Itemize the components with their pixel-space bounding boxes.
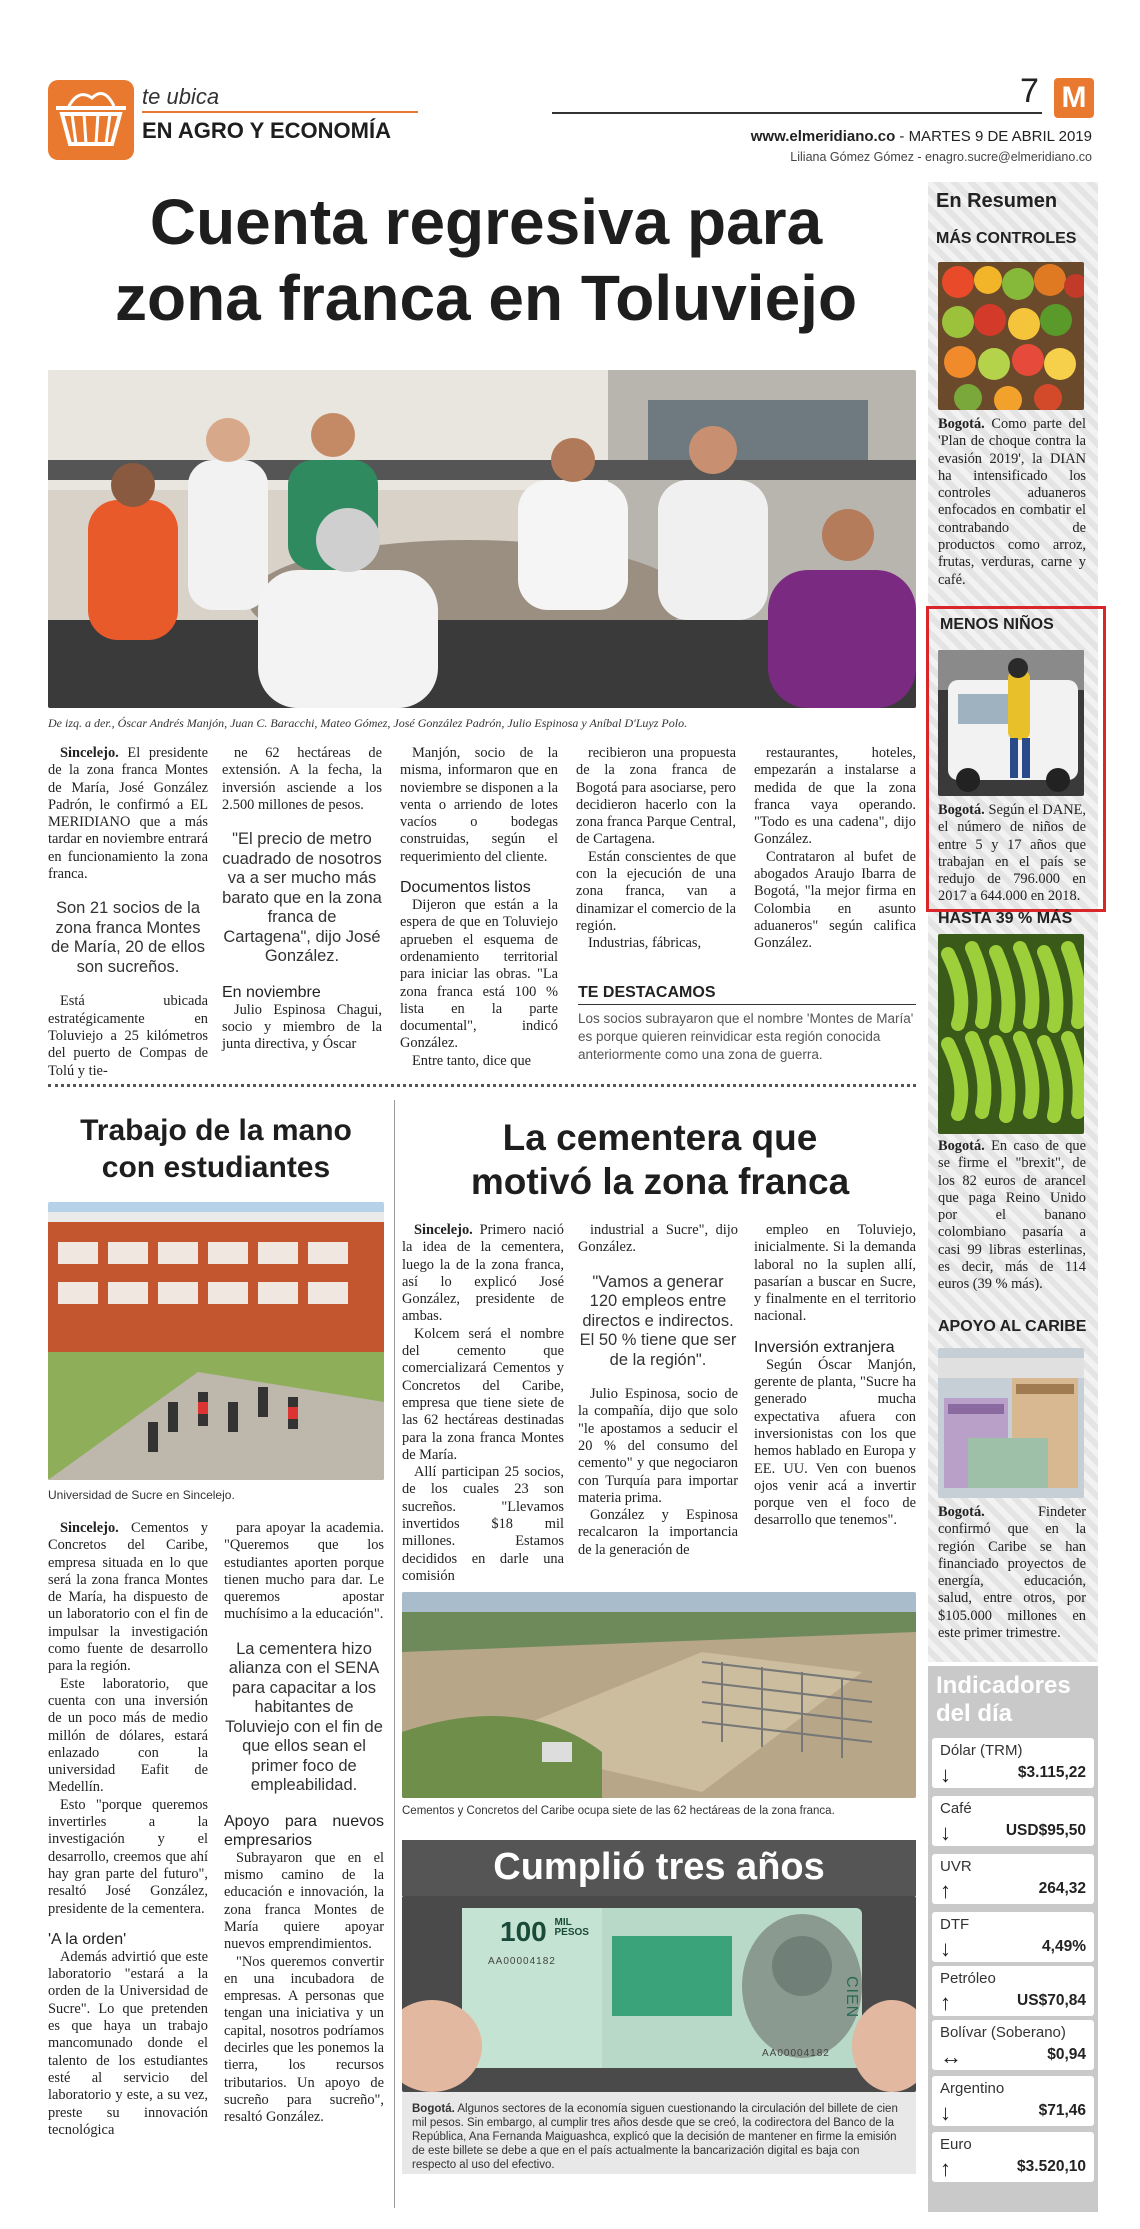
arrow-down-icon: ↓ (940, 1820, 951, 1845)
main-col-3: Manjón, socio de la misma, informaron que en noviembre se disponen a la venta o arriendo de lotes vacíos o bodegas construidas, según el requerimiento del cliente. Documentos listos Dijeron que están a la espera de que en Toluviejo aprueben el esquema de ordenamiento territorial para iniciar las obras. "La zona franca está 100 % lista en la parte documental", indicó González. Entre tanto, dice que (400, 745, 558, 1069)
indicator-euro: Euro ↑ $3.520,10 (932, 2132, 1094, 2182)
page-number: 7 (1020, 72, 1039, 110)
pull-quote: "El precio de metro cuadrado de nosotros va a ser mucho más barato que en la zona franca de Cartagena", dijo José González. (222, 830, 382, 966)
bill-serial-2: AA00004182 (762, 2048, 830, 2059)
subheading: Inversión extranjera (754, 1338, 895, 1356)
bill-cien: CIEN (843, 1976, 860, 2019)
cement-photo-caption: Cementos y Concretos del Caribe ocupa siete de las 62 hectáreas de la zona franca. (402, 1805, 835, 1817)
main-headline-line1: Cuenta regresiva para (149, 186, 823, 258)
brand-logo-letter: M (1061, 81, 1087, 114)
right-col-1: Sincelejo. Primero nació la idea de la cementera, luego la de la zona franca, así lo explicó José González, presidente de ambas. Kolcem será el nombre del cemento que comercializará Cementos y Concretos del Caribe, empresa que tiene siete de las 62 hectáreas destinadas para la zona franca Montes de María. Allí participan 25 socios, de los cuales 23 son sucreños. "Llevamos invertidos $18 mil millones. Estamos decididos en darle una comisión (402, 1222, 564, 1584)
banknote-photo (402, 1896, 916, 2092)
main-headline-line2: zona franca en Toluviejo (114, 262, 858, 334)
bill-denomination: 100 MIL PESOS (500, 1916, 589, 1947)
site-date-line (751, 128, 1092, 145)
summary-text-3: Bogotá. En caso de que se firme el "brexit", de los 82 euros de arancel que paga Reino Unido por el banano colombiano pasaría a casi 99 libras esterlinas, es decir, más de 114 euros (39 % más). (938, 1138, 1086, 1293)
subheading: Documentos listos (400, 879, 531, 897)
left-col-2: para apoyar la academia. "Queremos que los estudiantes aporten porque tienen mucho para dar. Le queremos apostar muchísimo a la educación". La cementera hizo alianza con el SENA para capacitar a los habitantes de Toluviejo con el fin de que ellos sean el primer foco de empleabilidad. Apoyo para nuevos empresarios Subrayaron que en el mismo camino de la educación e innovación, la zona franca Montes de María quiere apoyar nuevos emprendimientos. "Nos queremos convertir en una incubadora de empresas. A personas que tengan una iniciativa y un capital, nosotros podríamos decirles que les ponemos la tierra, los recursos tributarios. Un apoyo de sucreño para sucreño", resaltó González. (224, 1520, 384, 2126)
bill-box-header (402, 1840, 916, 1896)
banana-photo (938, 934, 1084, 1134)
bill-box-title: Cumplió tres años (493, 1846, 825, 1888)
main-col-1: Sincelejo. El presidente de la zona franca Montes de María, José González Padrón, le confirmó a EL MERIDIANO que a más tardar en noviembre entrará en funcionamiento la zona franca. Son 21 socios de la zona franca Montes de María, 20 de ellos son sucreños. Está ubicada estratégicamente en Toluviejo a 25 kilómetros del puerto de Compas de Tolú y tie- (48, 745, 208, 1079)
meeting-photo (48, 370, 916, 708)
right-col-2: industrial a Sucre", dijo González. "Vamos a generar 120 empleos entre directos e indirectos. El 50 % tiene que ser de la región". Julio Espinosa, socio de la compañía, dijo que solo "le apostamos a seducir el 20 % del consumo del cemento" y que negociaron con Turquía para importar materia prima. González y Espinosa recalcaron la importancia de la generación de (578, 1222, 738, 1558)
main-col-5: restaurantes, hoteles, empezarán a instalarse a medida de que la zona franca vaya operando. "Todo es una cadena", dijo González. Contrataron al bufet de abogados Araujo Ibarra de Bogotá, "la mejor firma en Colombia en asunto aduaneros" según califica González. (754, 745, 916, 952)
cement-plant-photo (402, 1592, 916, 1798)
pull-quote: Son 21 socios de la zona franca Montes de María, 20 de ellos son sucreños. (50, 899, 206, 976)
indicator-cafe: Café ↓ USD$95,50 (932, 1796, 1094, 1846)
pull-quote: "Vamos a generar 120 empleos entre directos e indirectos. El 50 % tiene que ser de la región". (579, 1272, 737, 1369)
arrow-down-icon: ↓ (940, 2100, 951, 2125)
produce-photo (938, 262, 1084, 410)
section-kicker: te ubica (142, 84, 220, 109)
section-title: EN AGRO Y ECONOMÍA (142, 118, 391, 143)
destacamos-rule (578, 1004, 916, 1005)
issue-date: - MARTES 9 DE ABRIL 2019 (895, 128, 1092, 145)
university-photo-caption: Universidad de Sucre en Sincelejo. (48, 1488, 235, 1502)
summary-text-1: Bogotá. Como parte del 'Plan de choque contra la evasión 2019', la DIAN ha intensificado los controles aduaneros enfocados en combatir el contrabando de productos como arroz, frutas, verduras, carne y café. (938, 416, 1086, 588)
summary-heading-4: APOYO AL CARIBE (938, 1318, 1087, 1335)
main-headline (46, 184, 926, 336)
arrow-up-icon: ↑ (940, 1878, 951, 1903)
indicator-bolivar: Bolívar (Soberano) ↔ $0,94 (932, 2020, 1094, 2070)
brand-logo (1054, 78, 1094, 118)
pull-quote: La cementera hizo alianza con el SENA para capacitar a los habitantes de Toluviejo con el fin de que ellos sean el primer foco de empleabilidad. (225, 1639, 383, 1795)
header-rule (552, 112, 1042, 114)
indicator-dolar: Dólar (TRM) ↓ $3.115,22 (932, 1738, 1094, 1788)
section-rule (142, 111, 418, 113)
bill-serial: AA00004182 (488, 1956, 556, 1967)
vertical-divider (394, 1100, 395, 2208)
bill-caption: Bogotá. Algunos sectores de la economía siguen cuestionando la circulación del billete de cien mil pesos. Sin embargo, al cumplir tres años desde que se creó, la codirectora del Banco de la República, Ana Fernanda Maiguashca, explicó que la decisión de mantener en firme la emisión de este billete se debe a que en el país actualmente la bancarización digital es baja con respecto al uso del efectivo. (412, 2103, 898, 2171)
cash-photo (938, 1348, 1084, 1498)
arrow-up-icon: ↑ (940, 2156, 951, 2181)
arrow-up-icon: ↑ (940, 1990, 951, 2015)
arrow-down-icon: ↓ (940, 1762, 951, 1787)
bill-box (402, 1840, 916, 2174)
summary-heading-2: MENOS NIÑOS (940, 616, 1054, 633)
left-col-1: Sincelejo. Cementos y Concretos del Caribe, empresa situada en lo que será la zona franca Montes de María, ha dispuesto de un laboratorio con el fin de impulsar la investigación como fuente de desarrollo para la región. Este laboratorio, que cuenta con una inversión de un poco más de medio millón de dólares, estará enlazado con la universidad Eafit de Medellín. Esto "porque queremos invertirles a la investigación y el desarrollo, creemos que ahí hay gran parte del futuro", resaltó José González, presidente de la cementera. 'A la orden' Además advirtió que este laboratorio "estará a la orden de la Universidad de Sucre". Lo que pretenden es que haya un trabajo mancomunado donde el talento de los estudiantes esté al servicio del laboratorio y este, a su vez, preste su innovación tecnológica (48, 1520, 208, 2138)
summary-heading-3: HASTA 39 % MÁS (938, 910, 1073, 927)
indicator-dtf: DTF ↓ 4,49% (932, 1912, 1094, 1962)
main-col-4: recibieron una propuesta de la zona franca de Bogotá para asociarse, pero decidieron hacerlo con la zona franca Parque Central, de Cartagena. Están conscientes de que con la ejecución de una zona franca, van a dinamizar el comercio de la región. Industrias, fábricas, (576, 745, 736, 952)
subheading: Apoyo para nuevos empresarios (224, 1812, 384, 1849)
right-story-headline: La cementera que motivó la zona franca (470, 1117, 850, 1202)
dateline: Sincelejo. (414, 1222, 473, 1238)
section-logo-icon (48, 80, 134, 160)
indicator-uvr: UVR ↑ 264,32 (932, 1854, 1094, 1904)
summary-heading-1: MÁS CONTROLES (936, 230, 1077, 247)
destacamos-text: Los socios subrayaron que el nombre 'Montes de María' es porque quieren reinvidicar esta región conocida anteriormente como una zona de guerra. (578, 1011, 914, 1062)
indicator-petroleo: Petróleo ↑ US$70,84 (932, 1966, 1094, 2016)
right-col-3: empleo en Toluviejo, inicialmente. Si la demanda laboral no la suplen allí, pasarían a buscar en Sucre, y finalmente en el territorio nacional. Inversión extranjera Según Óscar Manjón, gerente de planta, "Sucre ha generado mucha expectativa afuera con inversionistas con los que hemos hablado en Europa y EE. UU. Ven con buenos ojos venir acá a invertir porque ven el foco de desarrollo que tenemos". (754, 1222, 916, 1529)
indicators-title: Indicadores del día (936, 1672, 1071, 1727)
arrow-down-icon: ↓ (940, 1936, 951, 1961)
main-col-2: ne 62 hectáreas de extensión. A la fecha, la inversión asciende a los 2.500 millones de pesos. "El precio de metro cuadrado de nosotros va a ser mucho más barato que en la zona franca de Cartagena", dijo José González. En noviembre Julio Espinosa Chagui, socio y miembro de la junta directiva, y Óscar (222, 745, 382, 1053)
destacamos-title: TE DESTACAMOS (578, 984, 716, 1001)
left-story-headline: Trabajo de la mano con estudiantes (80, 1114, 352, 1184)
site-url[interactable]: www.elmeridiano.co (750, 128, 896, 145)
subheading: En noviembre (222, 983, 321, 1001)
section-divider (48, 1084, 916, 1087)
university-photo (48, 1202, 384, 1480)
main-photo-caption: De izq. a der., Óscar Andrés Manjón, Juan C. Baracchi, Mateo Gómez, José González Padrón, Julio Espinosa y Aníbal D'Luyz Polo. (48, 716, 688, 730)
subheading: 'A la orden' (48, 1930, 127, 1948)
summary-text-2: Bogotá. Según el DANE, el número de niños de entre 5 y 17 años que trabajan en el país se redujo de 796.000 en 2017 a 644.000 en 2018. (938, 802, 1086, 905)
byline: Liliana Gómez Gómez - enagro.sucre@elmeridiano.co (790, 150, 1092, 164)
summary-text-4: Bogotá. Findeter confirmó que en la región Caribe se han financiado proyectos de energía, educación, salud, entre otros, por $105.000 millones en este primer trimestre. (938, 1504, 1086, 1642)
sidebar-title: En Resumen (936, 190, 1058, 212)
child-worker-photo (938, 650, 1084, 796)
indicator-argentino: Argentino ↓ $71,46 (932, 2076, 1094, 2126)
dateline: Sincelejo. (60, 1520, 119, 1536)
arrow-left-right-icon: ↔ (940, 2044, 962, 2069)
dateline: Sincelejo. (60, 745, 119, 761)
